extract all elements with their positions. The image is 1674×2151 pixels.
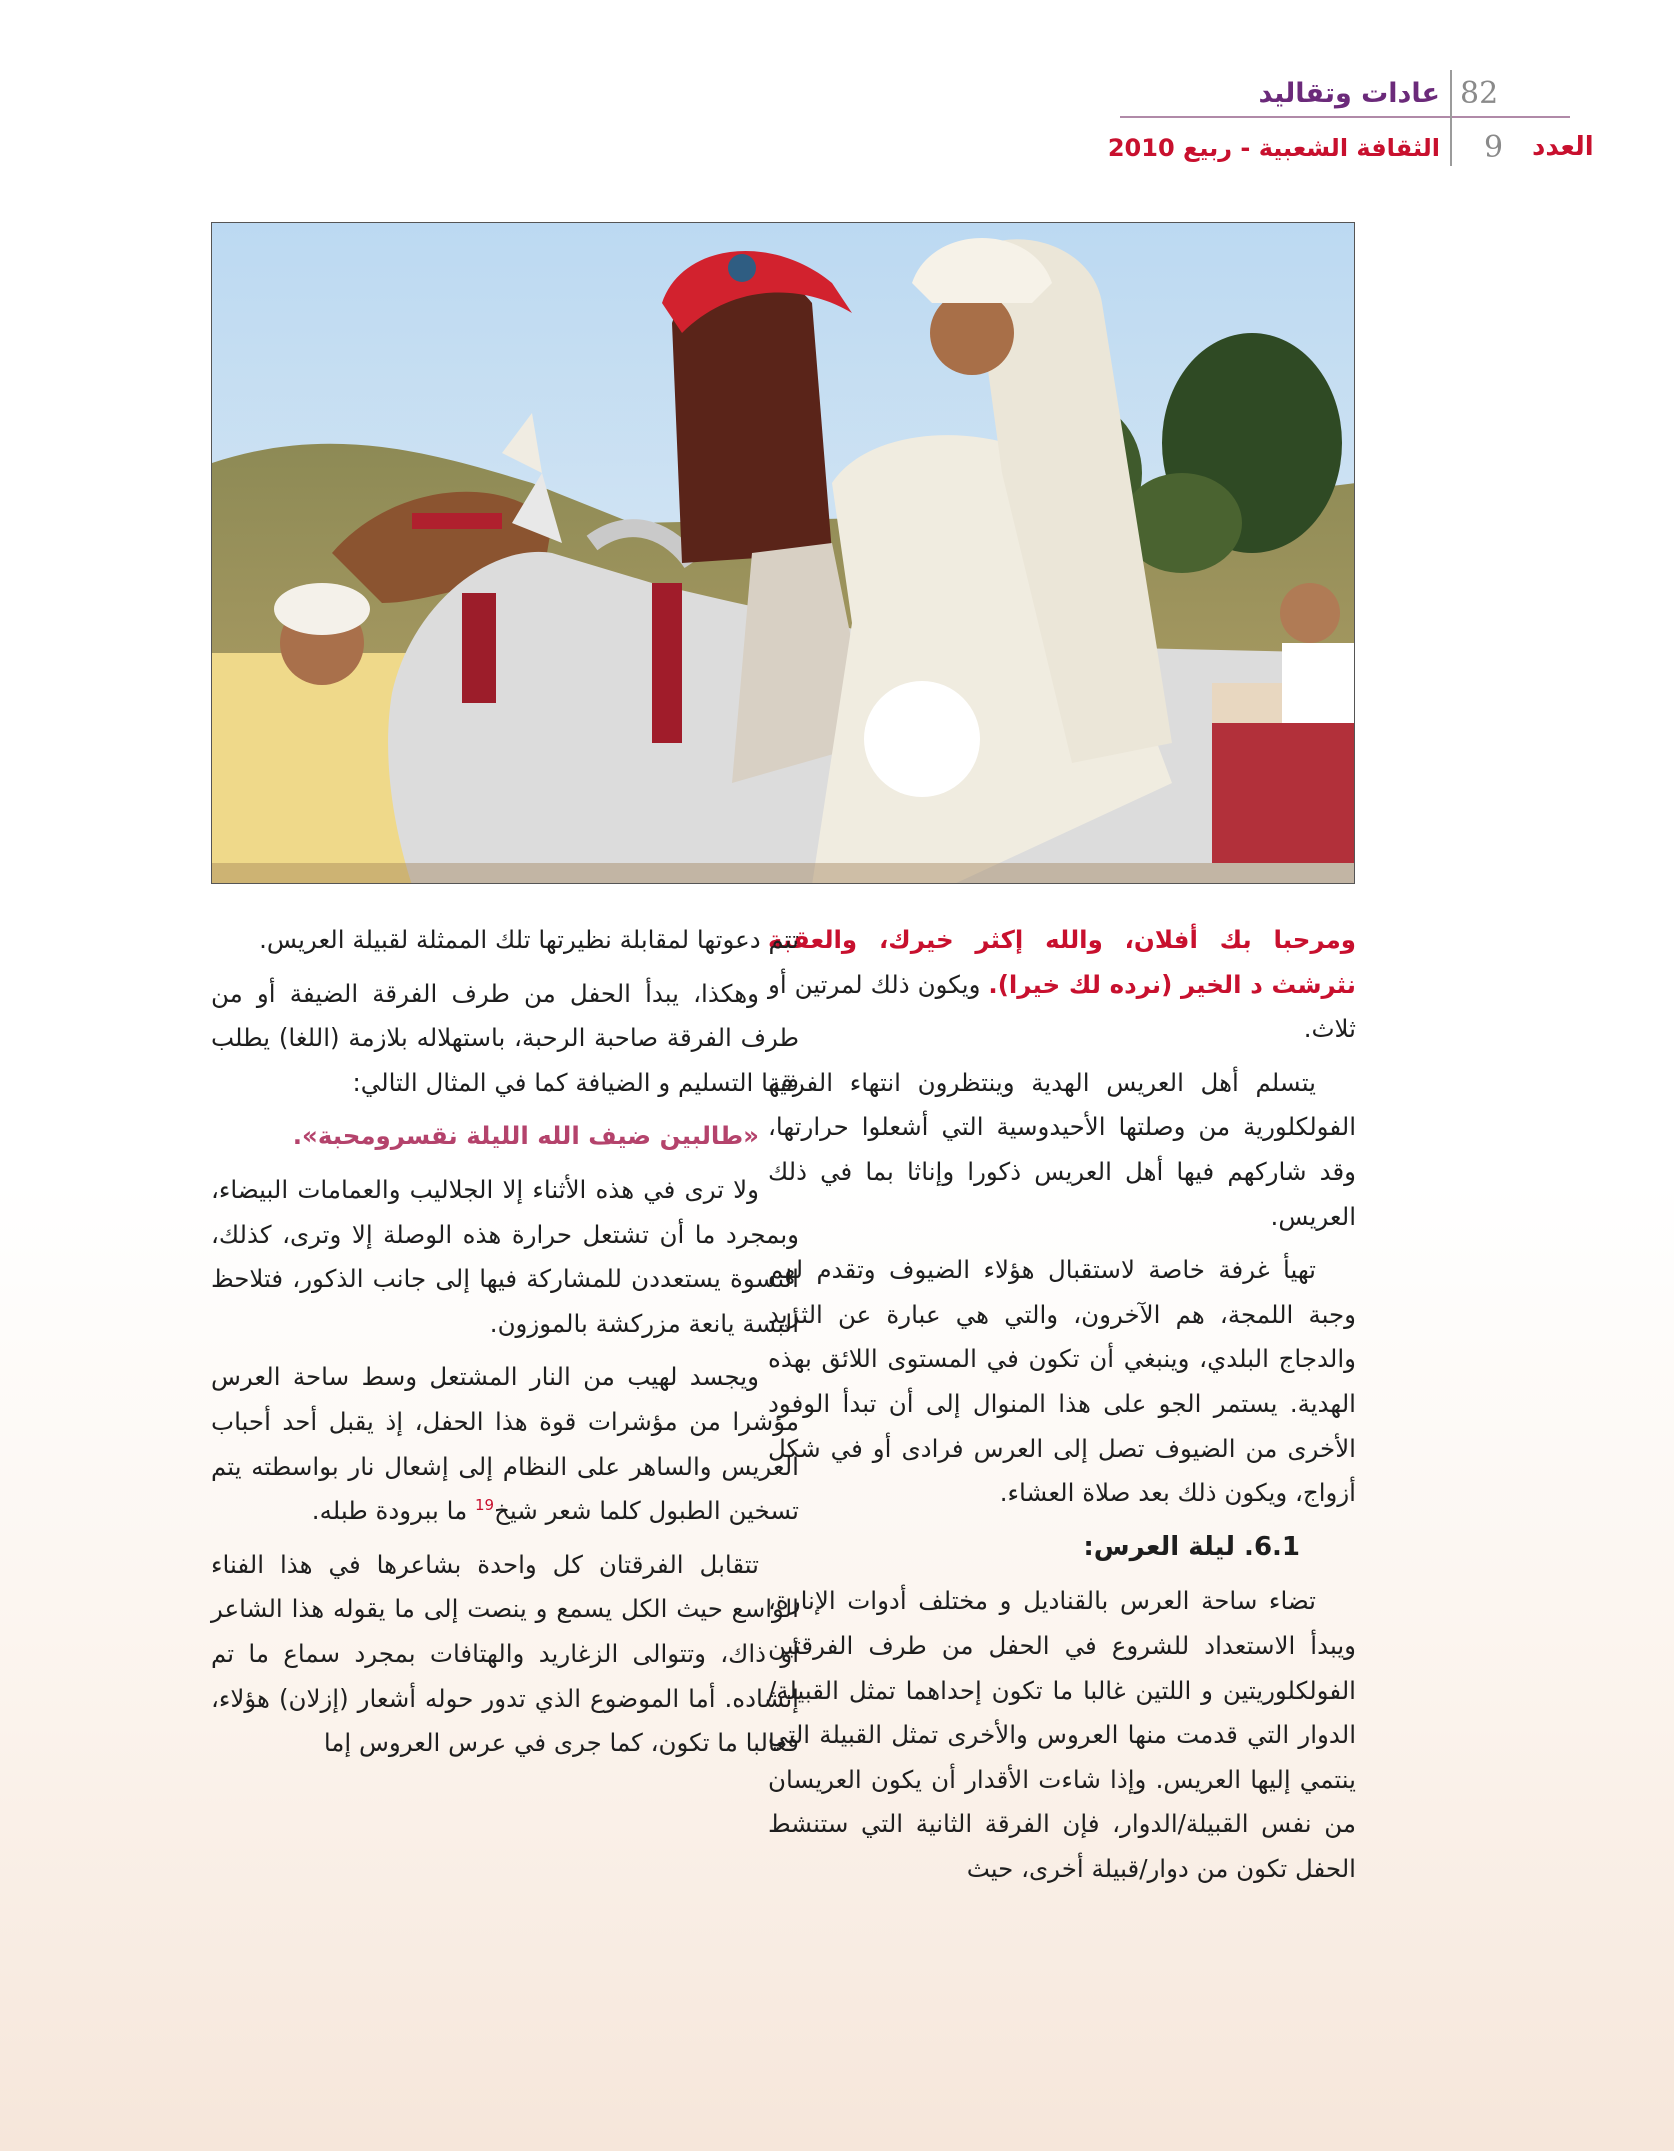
song-quote: «طالبين ضيف الله الليلة نقسرومحبة». (292, 1121, 759, 1151)
paragraph: تتقابل الفرقتان كل واحدة بشاعرها في هذا الفناء الواسع حيث الكل يسمع و ينصت إلى ما يقوله هذا الشاعر أو ذاك، وتتوالى الزغاريد والهتافات بمجرد سماع ما تم إنشاده. أما الموضوع الذي تدور حوله أشعار (إزلان) هؤلاء، فغالبا ما تكون، كما جرى في عرس العروس إما (211, 1549, 799, 1758)
header-divider (1450, 70, 1452, 166)
wedding-photo (211, 222, 1355, 884)
issue-label: العدد (1532, 132, 1594, 162)
paragraph: تضاء ساحة العرس بالقناديل و مختلف أدوات الإنارة، ويبدأ الاستعداد للشروع في الحفل من طرف الفرقتين الفولكلوريتين و اللتين غالبا ما تكون إحداهما تمثل القبيلة/الدوار التي قدمت منها العروس والأخرى تمثل القبيلة التي ينتمي إليها العريس. وإذا شاءت الأقدار أن يكون العريسان من نفس القبيلة/الدوار، فإن الفرقة الثانية التي ستنشط الحفل تكون من دوار/قبيلة أخرى، حيث (768, 1586, 1356, 1883)
paragraph: تهيأ غرفة خاصة لاستقبال هؤلاء الضيوف وتقدم لهم وجبة اللمجة، هم الآخرون، والتي هي عبارة عن الثريد والدجاج البلدي، وينبغي أن تكون في المستوى اللائق بهذه الهدية. يستمر الجو على هذا المنوال إلى أن تبدأ الوفود الأخرى من الضيوف تصل إلى العرس فرادى أو في شكل أزواج، ويكون ذلك بعد صلاة العشاء. (768, 1255, 1356, 1508)
subheading: 6.1. ليلة العرس: (1083, 1531, 1300, 1562)
issue-number: 9 (1484, 130, 1504, 165)
issue-subtitle: الثقافة الشعبية - ربيع 2010 (1107, 134, 1440, 162)
page-header (1107, 70, 1620, 180)
paragraph: وهكذا، يبدأ الحفل من طرف الفرقة الضيفة أو من طرف الفرقة صاحبة الرحبة، باستهلاله بلازمة (اللغا) يطلب فيها التسليم و الضيافة كما في المثال التالي: (211, 978, 799, 1097)
paragraph (211, 1355, 799, 1533)
paragraph-text: ويكون ذلك لمرتين أو ثلاث. (768, 969, 1356, 1044)
paragraph: ولا ترى في هذه الأثناء إلا الجلاليب والعمامات البيضاء، وبمجرد ما أن تشتعل حرارة هذه الوصلة إلا وترى، كذلك، النسوة يستعددن للمشاركة فيها إلى جانب الذكور، فتلاحظ ألبسة يانعة مزركشة بالموزون. (211, 1174, 799, 1338)
greeting-quote: ومرحبا بك أفلان، والله إكثر خيرك، والعقبة نثرشث د الخير (نرده لك خيرا). (768, 925, 1356, 999)
section-title: عادات وتقاليد (1258, 78, 1440, 109)
wedding-photo-illustration (212, 223, 1355, 884)
page-number: 82 (1460, 76, 1499, 111)
paragraph: تتم دعوتها لمقابلة نظيرتها تلك الممثلة لقبيلة العريس. (259, 925, 799, 954)
paragraph-text: ويجسد لهيب من النار المشتعل وسط ساحة العرس مؤشرا من مؤشرات قوة هذا الحفل، إذ يقبل أحد أحباب العريس والساهر على النظام إلى إشعال نار بواسطته يتم تسخين الطبول كلما شعر شيخ (211, 1362, 799, 1526)
paragraph: يتسلم أهل العريس الهدية وينتظرون انتهاء الفرقة الفولكلورية من وصلتها الأحيدوسية التي أشعلوا حرارتها، وقد شاركهم فيها أهل العريس ذكورا وإناثا بما في ذلك العريس. (768, 1067, 1356, 1231)
article-column-right (768, 918, 1356, 1900)
paragraph-text: ما ببرودة طبله. (311, 1496, 475, 1526)
paragraph (768, 918, 1356, 1052)
footnote-marker[interactable]: 19 (474, 1495, 495, 1514)
header-rule (1120, 116, 1570, 118)
article-column-left (211, 918, 799, 1775)
